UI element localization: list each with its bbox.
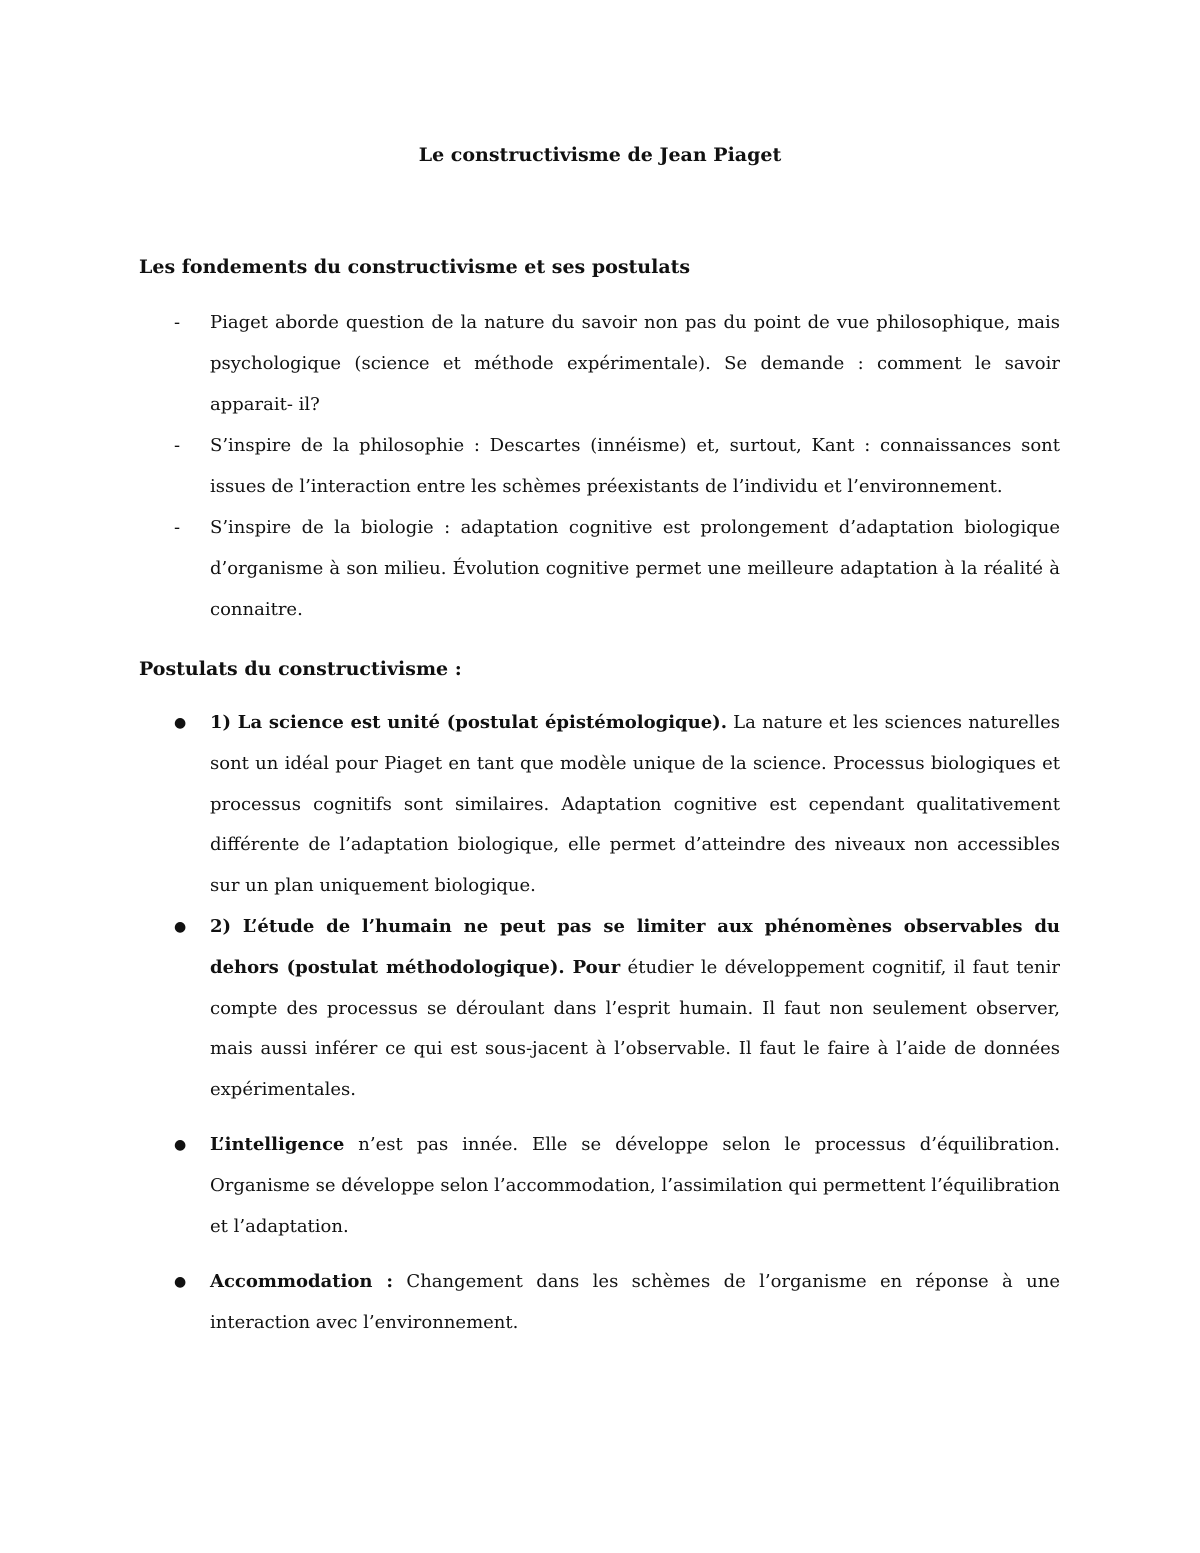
list-item — [210, 426, 1060, 508]
list-item-text: Changement dans les schèmes de l’organisme en réponse à une interaction avec l’environnement. — [210, 1271, 1060, 1333]
document-title: Le constructivisme de Jean Piaget — [418, 144, 782, 166]
list-item-text: S’inspire de la biologie : adaptation cognitive est prolongement d’adaptation biologique d’organisme à son milieu. Évolution cognitive permet une meilleure adaptation à la réalité à connaitre. — [210, 517, 1060, 620]
list-item-bold: 1) La science est unité (postulat épistémologique). — [210, 712, 727, 733]
list-item-bold: Accommodation : — [210, 1271, 394, 1292]
list-item — [210, 703, 1060, 907]
list-item-text: étudier le développement cognitif, il faut tenir compte des processus se déroulant dans l’esprit humain. Il faut non seulement observer, mais aussi inférer ce qui est sous-jacent à l’observable. Il faut le faire à l’aide de données expérimentales. — [210, 956, 1061, 1101]
dash-marker: - — [174, 435, 181, 456]
list-item — [210, 1262, 1060, 1344]
bullet-marker: ● — [174, 1274, 187, 1290]
list-item — [210, 303, 1060, 425]
section-heading-fondements: Les fondements du constructivisme et ses postulats — [139, 256, 691, 278]
bullet-marker: ● — [174, 1137, 187, 1153]
list-item-text: Piaget aborde question de la nature du savoir non pas du point de vue philosophique, mais psychologique (science et méthode expérimentale). Se demande : comment le savoir apparait- il? — [210, 312, 1060, 415]
dash-marker: - — [174, 312, 181, 333]
dash-marker: - — [174, 517, 181, 538]
list-item — [210, 1125, 1060, 1247]
list-item — [210, 907, 1060, 1111]
bullet-marker: ● — [174, 919, 187, 935]
list-item — [210, 508, 1060, 630]
list-item-text: n’est pas innée. Elle se développe selon le processus d’équilibration. Organisme se développe selon l’accommodation, l’assimilation qui permettent l’équilibration et l’adaptation. — [210, 1134, 1060, 1237]
list-item-bold: L’intelligence — [210, 1134, 345, 1155]
list-item-bold: 2) L’étude de l’humain ne peut pas se limiter aux phénomènes observables du dehors (postulat méthodologique). Pour — [210, 916, 1060, 978]
section-heading-postulats: Postulats du constructivisme : — [139, 658, 462, 680]
list-item-text: S’inspire de la philosophie : Descartes (innéisme) et, surtout, Kant : connaissances sont issues de l’interaction entre les schèmes préexistants de l’individu et l’environnement. — [210, 435, 1060, 497]
list-item-text: La nature et les sciences naturelles sont un idéal pour Piaget en tant que modèle unique de la science. Processus biologiques et processus cognitifs sont similaires. Adaptation cognitive est cependant qualitativement différente de l’adaptation biologique, elle permet d’atteindre des niveaux non accessibles sur un plan uniquement biologique. — [210, 712, 1061, 897]
bullet-marker: ● — [174, 715, 187, 731]
